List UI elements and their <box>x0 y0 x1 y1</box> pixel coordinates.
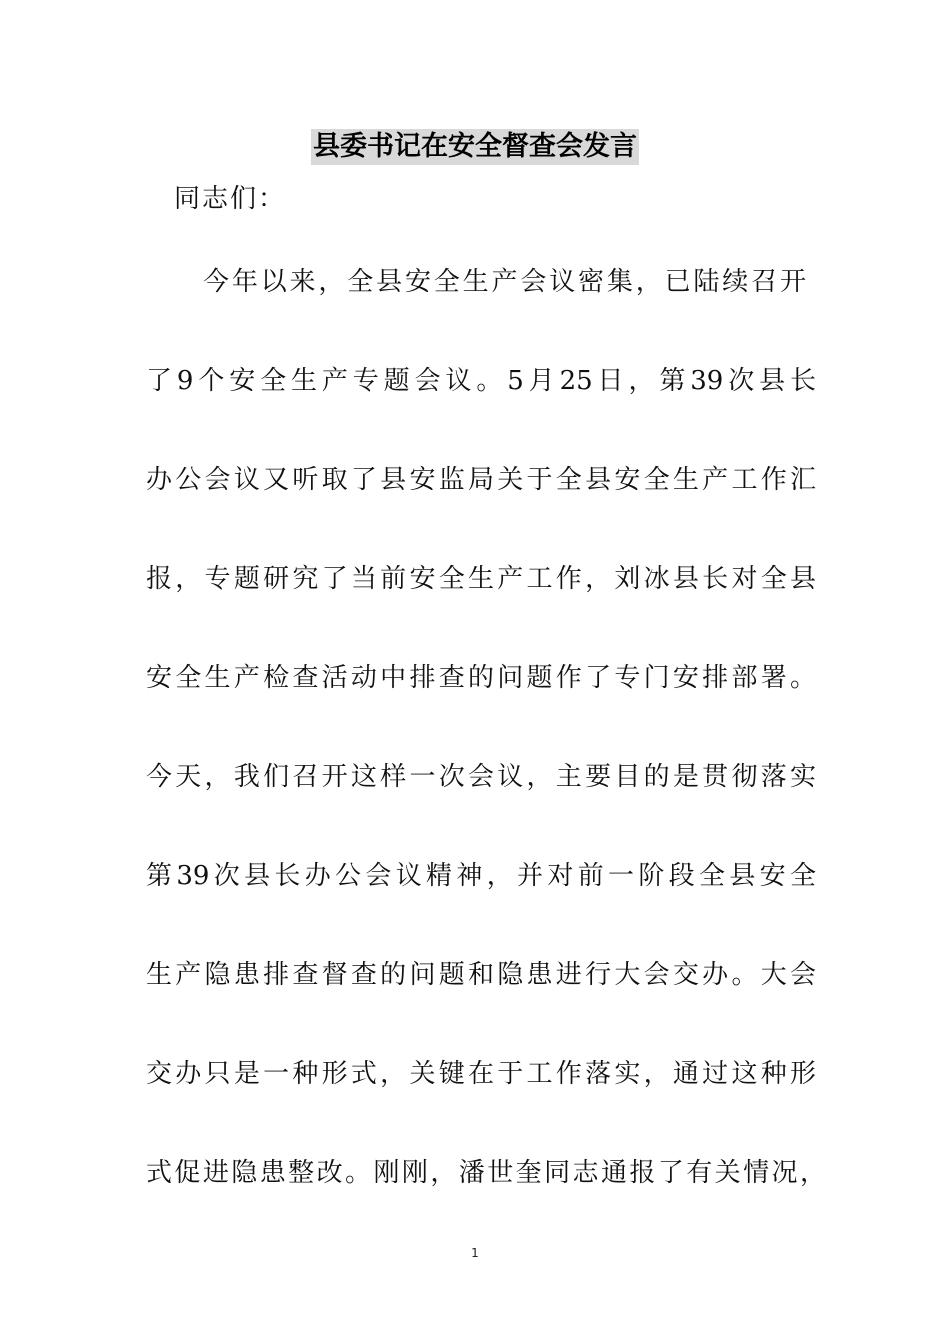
body-line: 了9个安全生产专题会议。5月25日，第39次县长 <box>146 366 816 396</box>
document-title: 县委书记在安全督查会发言 <box>311 129 639 165</box>
body-line: 生产隐患排查督查的问题和隐患进行大会交办。大会 <box>146 960 816 990</box>
page-number: 1 <box>471 1246 479 1260</box>
salutation: 同志们： <box>174 184 287 214</box>
body-line: 今天，我们召开这样一次会议，主要目的是贯彻落实 <box>146 762 816 792</box>
title-container <box>0 129 950 165</box>
body-line: 今年以来，全县安全生产会议密集，已陆续召开 <box>203 267 806 297</box>
body-line: 第39次县长办公会议精神，并对前一阶段全县安全 <box>146 861 816 891</box>
body-line: 交办只是一种形式，关键在于工作落实，通过这种形 <box>146 1059 816 1089</box>
body-line: 安全生产检查活动中排查的问题作了专门安排部署。 <box>146 663 816 693</box>
body-line: 报，专题研究了当前安全生产工作，刘冰县长对全县 <box>146 564 816 594</box>
body-line: 式促进隐患整改。刚刚，潘世奎同志通报了有关情况， <box>146 1158 826 1188</box>
body-line: 办公会议又听取了县安监局关于全县安全生产工作汇 <box>146 465 816 495</box>
